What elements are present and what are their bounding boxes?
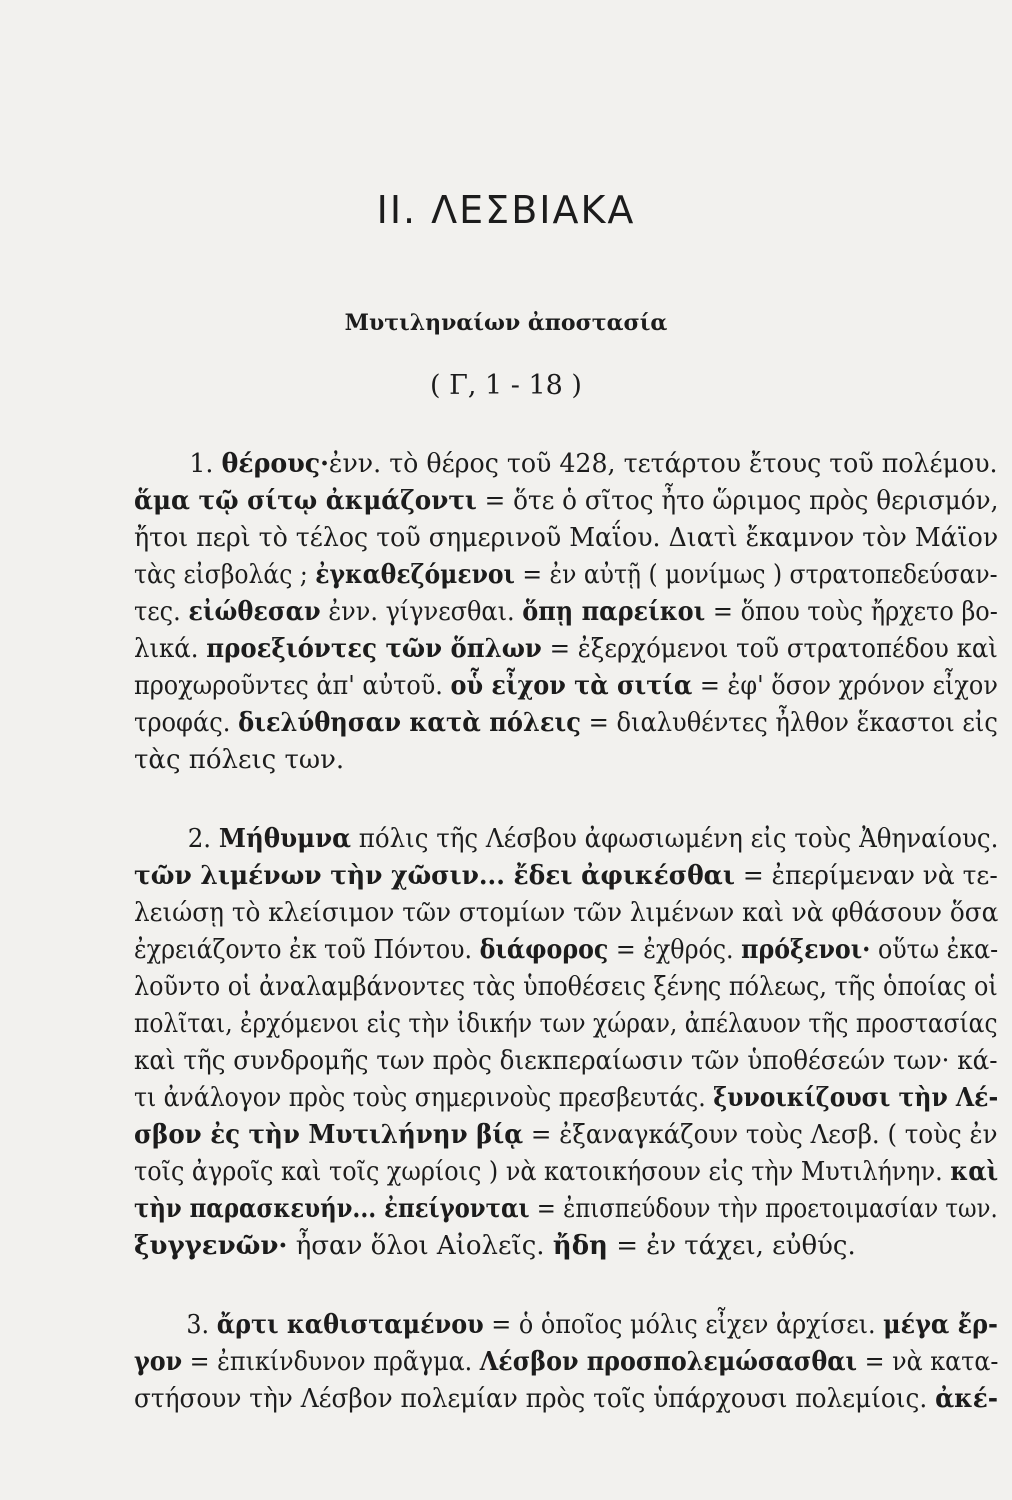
gloss-text: = ἐπερίμεναν νὰ τε- [734, 861, 998, 891]
text-line [134, 742, 998, 779]
text-line [134, 631, 998, 668]
lemma-text: διελύθησαν κατὰ πόλεις [238, 708, 581, 738]
text-line [134, 446, 998, 483]
text-line [134, 594, 998, 631]
text-line [134, 821, 999, 858]
lemma-text: Λέσβον προσπολεμώσασθαι [479, 1347, 858, 1377]
lemma-text: θέρους· [221, 449, 329, 479]
gloss-text: λοῦντο οἱ ἀναλαμβάνοντες τὰς ὑποθέσεις ξένης πόλεως, τῆς ὁποίας οἱ [134, 972, 998, 1002]
text-line [134, 1006, 998, 1043]
gloss-text: τες. [134, 597, 189, 627]
gloss-text: λικά. [134, 634, 207, 664]
text-line [134, 668, 998, 705]
lemma-text: ἄρτι καθισταμένου [216, 1310, 484, 1340]
lemma-text: ξυγγενῶν· [134, 1231, 288, 1261]
text-line [134, 1080, 999, 1117]
gloss-text: οὕτω ἐκα- [870, 935, 999, 965]
lemma-text: μέγα ἔρ- [883, 1310, 998, 1340]
gloss-text: = νὰ κατα- [857, 1347, 999, 1377]
gloss-text: = ἐφ' ὅσον χρόνον εἶχον [692, 671, 998, 701]
paragraph-number: 1. [189, 449, 222, 479]
paragraph-number: 2. [187, 824, 219, 854]
lemma-text: ἀκέ- [935, 1384, 999, 1414]
text-line [134, 858, 998, 895]
passage-reference: ( Γ, 1 - 18 ) [430, 370, 582, 401]
gloss-text: τροφάς. [134, 708, 239, 738]
lemma-text: ἤδη [552, 1231, 608, 1261]
lemma-text: σβον ἐς τὴν Μυτιλήνην βίᾳ [134, 1120, 524, 1150]
lemma-text: διάφορος [479, 935, 609, 965]
gloss-text: προχωροῦντες ἀπ' αὐτοῦ. [134, 671, 451, 701]
gloss-text: τὰς εἰσβολάς ; [134, 560, 316, 590]
gloss-text: ἐνν. γίγνεσθαι. [320, 597, 523, 627]
gloss-text: πόλις τῆς Λέσβου ἀφωσιωμένη εἰς τοὺς Ἀθηναίους. [350, 824, 999, 854]
gloss-text: ἤτοι περὶ τὸ τέλος τοῦ σημερινοῦ Μαΐου. Διατὶ ἔκαμνον τὸν Μάϊον [134, 523, 999, 553]
gloss-text: = ὅτε ὁ σῖτος ἦτο ὥριμος πρὸς θερισμόν, [476, 486, 999, 516]
text-line [134, 1307, 998, 1344]
lemma-text: τὴν παρασκευήν... ἐπείγονται [134, 1194, 530, 1224]
text-line [134, 1191, 998, 1228]
text-line [134, 557, 998, 594]
lemma-text: ὅπῃ παρείκοι [522, 597, 706, 627]
lemma-text: προεξιόντες τῶν ὅπλων [206, 634, 542, 664]
lemma-text: γον [134, 1347, 183, 1377]
gloss-text: λειώσῃ τὸ κλείσιμον τῶν στομίων τῶν λιμένων καὶ νὰ φθάσουν ὅσα [134, 898, 999, 928]
gloss-text: τοῖς ἀγροῖς καὶ τοῖς χωρίοις ) νὰ κατοικήσουν εἰς τὴν Μυτιλήνην. [134, 1157, 951, 1187]
text-line [134, 969, 998, 1006]
text-line [134, 1117, 998, 1154]
gloss-text: = ὁ ὁποῖος μόλις εἶχεν ἀρχίσει. [483, 1310, 884, 1340]
gloss-text: καὶ τῆς συνδρομῆς των πρὸς διεκπεραίωσιν τῶν ὑποθέσεών των· κά- [134, 1046, 998, 1076]
text-line [134, 895, 999, 932]
text-line [134, 1043, 998, 1080]
gloss-text: = ἐν τάχει, εὐθύς. [607, 1231, 856, 1261]
gloss-text: = ἐχθρός. [608, 935, 742, 965]
text-line [134, 1228, 998, 1265]
text-line [134, 483, 999, 520]
commentary-paragraph [134, 1307, 998, 1418]
gloss-text: τι ἀνάλογον πρὸς τοὺς σημερινοὺς πρεσβευτάς. [134, 1083, 714, 1113]
lemma-text: καὶ [950, 1157, 999, 1187]
paragraph-number: 3. [186, 1310, 217, 1340]
lemma-text: ξυνοικίζουσι τὴν Λέ- [713, 1083, 999, 1113]
gloss-text: = ἐξερχόμενοι τοῦ στρατοπέδου καὶ [541, 634, 998, 664]
lemma-text: Μήθυμνα [218, 824, 351, 854]
gloss-text: = ὅπου τοὺς ἤρχετο βο- [705, 597, 998, 627]
commentary-paragraph [134, 821, 998, 1265]
gloss-text: = ἐπισπεύδουν τὴν προετοιμασίαν των. [529, 1194, 998, 1224]
gloss-text: στήσουν τὴν Λέσβον πολεμίαν πρὸς τοῖς ὑπάρχουσι πολεμίοις. [134, 1384, 936, 1414]
text-line [134, 705, 998, 742]
text-line [134, 520, 999, 557]
gloss-text: ἦσαν ὅλοι Αἰολεῖς. [287, 1231, 553, 1261]
lemma-text: πρόξενοι· [741, 935, 871, 965]
gloss-text: = ἐν αὐτῇ ( μονίμως ) στρατοπεδεύσαν- [514, 560, 998, 590]
gloss-text: τὰς πόλεις των. [134, 745, 345, 775]
lemma-text: ἐγκαθεζόμενοι [315, 560, 515, 590]
text-line [134, 1381, 999, 1418]
lemma-text: τῶν λιμένων τὴν χῶσιν... ἔδει ἀφικέσθαι [134, 861, 735, 891]
text-line [134, 1154, 999, 1191]
text-line [134, 1344, 999, 1381]
gloss-text: = διαλυθέντες ἦλθον ἕκαστοι εἰς [580, 708, 998, 738]
lemma-text: εἰώθεσαν [188, 597, 321, 627]
gloss-text: ἐνν. τὸ θέρος τοῦ 428, τετάρτου ἔτους τοῦ πολέμου. [328, 449, 998, 479]
lemma-text: ἅμα τῷ σίτῳ ἀκμάζοντι [134, 486, 477, 516]
section-title: II. ΛΕΣΒΙΑΚΑ [376, 188, 636, 232]
gloss-text: ἐχρειάζοντο ἐκ τοῦ Πόντου. [134, 935, 480, 965]
lemma-text: οὗ εἶχον τὰ σιτία [450, 671, 693, 701]
text-line [134, 932, 999, 969]
gloss-text: = ἐξαναγκάζουν τοὺς Λεσβ. ( τοὺς ἐν [523, 1120, 998, 1150]
gloss-text: = ἐπικίνδυνον πρᾶγμα. [182, 1347, 480, 1377]
commentary-body [134, 446, 998, 1460]
commentary-paragraph [134, 446, 998, 779]
gloss-text: πολῖται, ἐρχόμενοι εἰς τὴν ἰδικήν των χώραν, ἀπέλαυον τῆς προστασίας [134, 1009, 998, 1039]
section-subtitle: Μυτιληναίων ἀποστασία [344, 310, 668, 336]
